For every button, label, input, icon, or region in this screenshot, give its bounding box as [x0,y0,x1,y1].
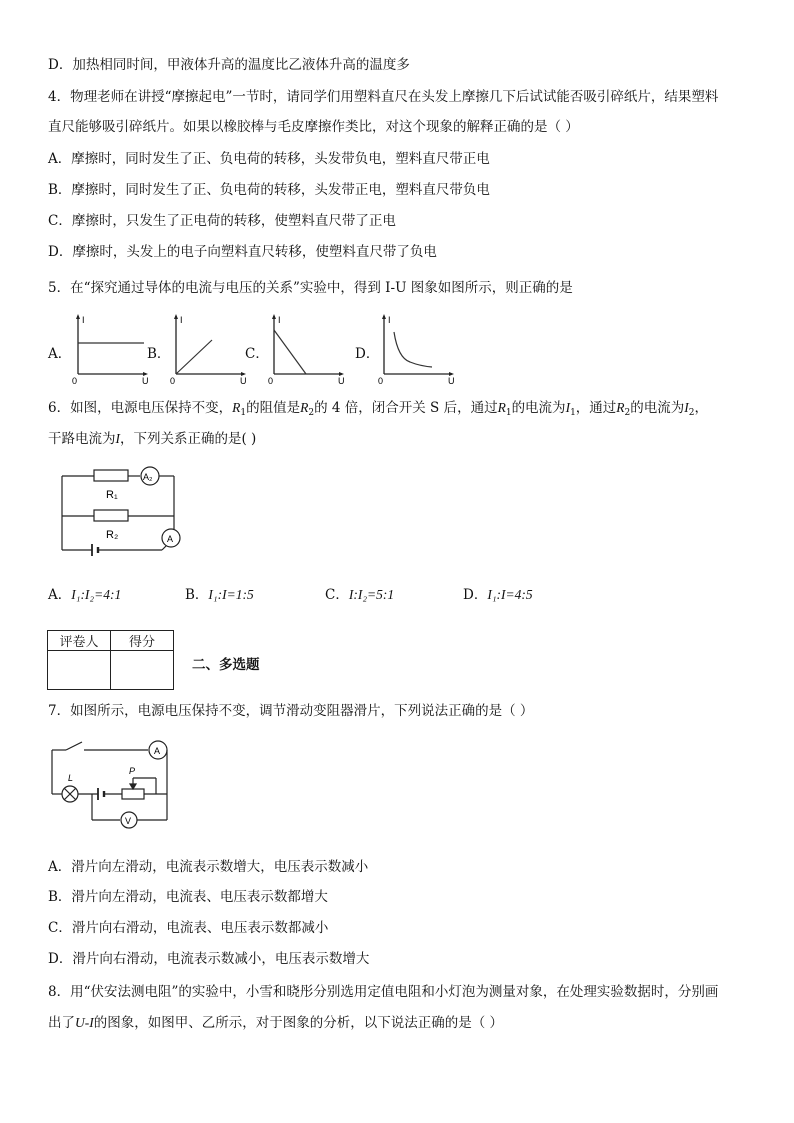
resistor-r2 [94,510,128,521]
q6-stem-line2: 干路电流为I，下列关系正确的是( ) [48,431,257,447]
q5-label-d: D． [355,346,380,362]
q5-graph-b [166,312,248,386]
q6-option-a: A．I₁:I₂=4:1 [48,587,122,603]
q6-option-c: C．I:I₂=5:1 [325,587,395,603]
q4-option-d: D．摩擦时，头发上的电子向塑料直尺转移，使塑料直尺带了负电 [48,244,437,260]
resistor-r1 [94,470,128,481]
q5-graph-a-axis-u: U [142,376,149,386]
q5-graph-a-origin: 0 [72,376,78,386]
score-table-grader-cell[interactable] [48,651,111,690]
section-heading: 二、多选题 [192,657,260,673]
ammeter-label: A [154,746,161,756]
q7-option-b: B．滑片向左滑动，电流表、电压表示数都增大 [48,889,328,905]
score-table-score-cell[interactable] [111,651,174,690]
q5-graph-d [374,312,456,386]
q4-stem-line2: 直尺能够吸引碎纸片。如果以橡胶棒与毛皮摩擦作类比，对这个现象的解释正确的是（ ） [48,119,579,135]
a-label: A [167,534,174,544]
q5-label-b: B． [147,346,171,362]
q5-graph-d-axis-i: I [388,315,391,325]
q4-stem-line1: 4．物理老师在讲授“摩擦起电”一节时，请同学们用塑料直尺在头发上摩擦几下后试试能否吸引碎纸片，结果塑料 [48,89,719,105]
q5-graph-c-axis-i: I [278,315,281,325]
q5-graph-c [264,312,346,386]
q5-label-c: C． [245,346,269,362]
q5-graph-b-curve [176,340,212,374]
voltmeter-label: V [125,816,132,826]
q5-graph-c-axis-u: U [338,376,345,386]
q3-option-d: D．加热相同时间，甲液体升高的温度比乙液体升高的温度多 [48,57,410,73]
q4-option-c: C．摩擦时，只发生了正电荷的转移，使塑料直尺带了正电 [48,213,396,229]
q5-graph-b-origin: 0 [170,376,176,386]
q5-graph-d-curve [394,332,432,367]
q8-stem-line2: 出了U-I的图象，如图甲、乙所示，对于图象的分析，以下说法正确的是（ ） [48,1015,504,1031]
q5-graph-c-curve [274,330,306,374]
a2-label: A₂ [143,472,153,482]
q5-graph-b-axis-u: U [240,376,247,386]
q5-graph-b-axis-i: I [180,315,183,325]
q5-stem: 5．在“探究通过导体的电流与电压的关系”实验中，得到 I-U 图象如图所示，则正确的是 [48,280,573,296]
slider-arrow [130,784,136,789]
score-table-grader-header: 评卷人 [48,631,111,651]
q6-stem-line1: 6．如图，电源电压保持不变，$R_1$的阻值是$R_2$的 4 倍，闭合开关 S 后，通过$R_1$的电流为$I_1$，通过$R_2$的电流为$I_2$， [48,400,709,418]
q7-stem: 7．如图所示，电源电压保持不变，调节滑动变阻器滑片，下列说法正确的是（ ） [48,703,534,719]
q6-option-b: B．I₁:I=1:5 [185,587,254,603]
q5-graph-d-origin: 0 [378,376,384,386]
q7-option-d: D．滑片向右滑动，电流表示数减小，电压表示数增大 [48,951,370,967]
q7-option-a: A．滑片向左滑动，电流表示数增大，电压表示数减小 [48,859,369,875]
score-table-score-header: 得分 [111,631,174,651]
score-table [47,630,174,690]
r2-label: R₂ [106,529,119,541]
q7-circuit-diagram [48,734,172,834]
q5-graph-a [68,312,150,386]
q7-option-c: C．滑片向右滑动，电流表、电压表示数都减小 [48,920,329,936]
lamp-label: L [68,773,74,783]
r1-label: R₁ [106,489,118,501]
switch [66,742,82,750]
q4-option-b: B．摩擦时，同时发生了正、负电荷的转移，头发带正电，塑料直尺带负电 [48,182,490,198]
q5-label-a: A． [48,346,72,362]
q5-graph-d-axis-u: U [448,376,455,386]
rheostat [122,789,144,799]
q5-graph-c-origin: 0 [268,376,274,386]
q8-stem-line1: 8．用“伏安法测电阻”的实验中，小雪和晓彤分别选用定值电阻和小灯泡为测量对象，在处理实验数据时，分别画 [48,984,719,1000]
slider-label: P [129,766,136,776]
q5-graph-a-axis-i: I [82,315,85,325]
q6-circuit-diagram [54,462,194,570]
q4-option-a: A．摩擦时，同时发生了正、负电荷的转移，头发带负电，塑料直尺带正电 [48,151,490,167]
q6-option-d: D．I₁:I=4:5 [463,587,533,603]
